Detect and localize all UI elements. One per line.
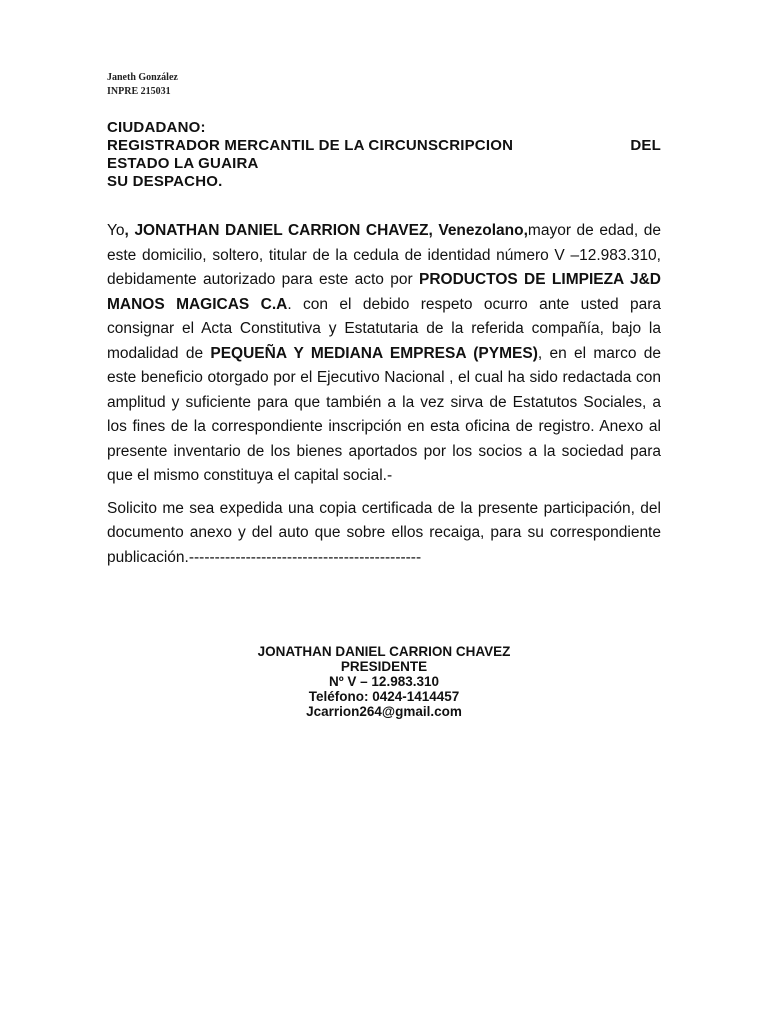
p1-text-4: , en el marco de este beneficio otorgado por el Ejecutivo Nacional , el cual ha sido redactada con amplitud y suficiente para que también a la vez sirva de Estatutos Sociales, a los fines de la correspondiente inscripción en esta oficina de registro. Anexo al presente inventario de los bienes aportados por los socios a la sociedad para que el mismo constituya el capital social.- xyxy=(107,344,661,484)
author-header xyxy=(107,71,178,99)
addressee-registrar-text: REGISTRADOR MERCANTIL DE LA CIRCUNSCRIPCION xyxy=(107,137,514,154)
author-id: INPRE 215031 xyxy=(107,86,171,97)
addressee-registrar xyxy=(107,137,661,155)
p1-modality: PEQUEÑA Y MEDIANA EMPRESA (PYMES) xyxy=(210,344,538,362)
addressee-salutation: CIUDADANO: xyxy=(107,119,206,136)
p1-intro: Yo xyxy=(107,222,125,239)
signer-title: PRESIDENTE xyxy=(340,659,428,674)
p1-text-3: . con el debido respeto ocurro ante usted para consignar el Acta Constitutiva y Estatutaria de la referida compañía, bajo la modalidad de xyxy=(107,295,661,362)
addressee-state: ESTADO LA GUAIRA xyxy=(107,155,259,172)
author-name: Janeth González xyxy=(107,72,178,83)
addressee-office: SU DESPACHO. xyxy=(107,173,223,190)
p1-comma: , xyxy=(124,222,135,239)
paragraph-2: Solicito me sea expedida una copia certificada de la presente participación, del documento anexo y del auto que sobre ellos recaiga, para su correspondiente publicación.--------------------------------------------- xyxy=(107,499,661,566)
addressee-block xyxy=(107,119,661,191)
signer-email: Jcarrion264@gmail.com xyxy=(306,704,462,719)
signer-phone: Teléfono: 0424-1414457 xyxy=(308,689,460,704)
p1-company-name: PRODUCTOS DE LIMPIEZA J&D MANOS MAGICAS C.A xyxy=(107,271,662,313)
signer-name: JONATHAN DANIEL CARRION CHAVEZ xyxy=(257,644,511,659)
p1-text-2: mayor de edad, de este domicilio, soltero, titular de la cedula de identidad número V –12.983.310, debidamente autorizado para este acto por xyxy=(107,222,661,288)
signer-id: Nº V – 12.983.310 xyxy=(328,674,439,689)
p1-applicant-name: JONATHAN DANIEL CARRION CHAVEZ, Venezolano, xyxy=(134,222,528,239)
letter-body xyxy=(107,219,661,578)
addressee-registrar-del: DEL xyxy=(630,137,661,154)
paragraph-1 xyxy=(107,219,661,489)
signature-block xyxy=(107,644,661,719)
